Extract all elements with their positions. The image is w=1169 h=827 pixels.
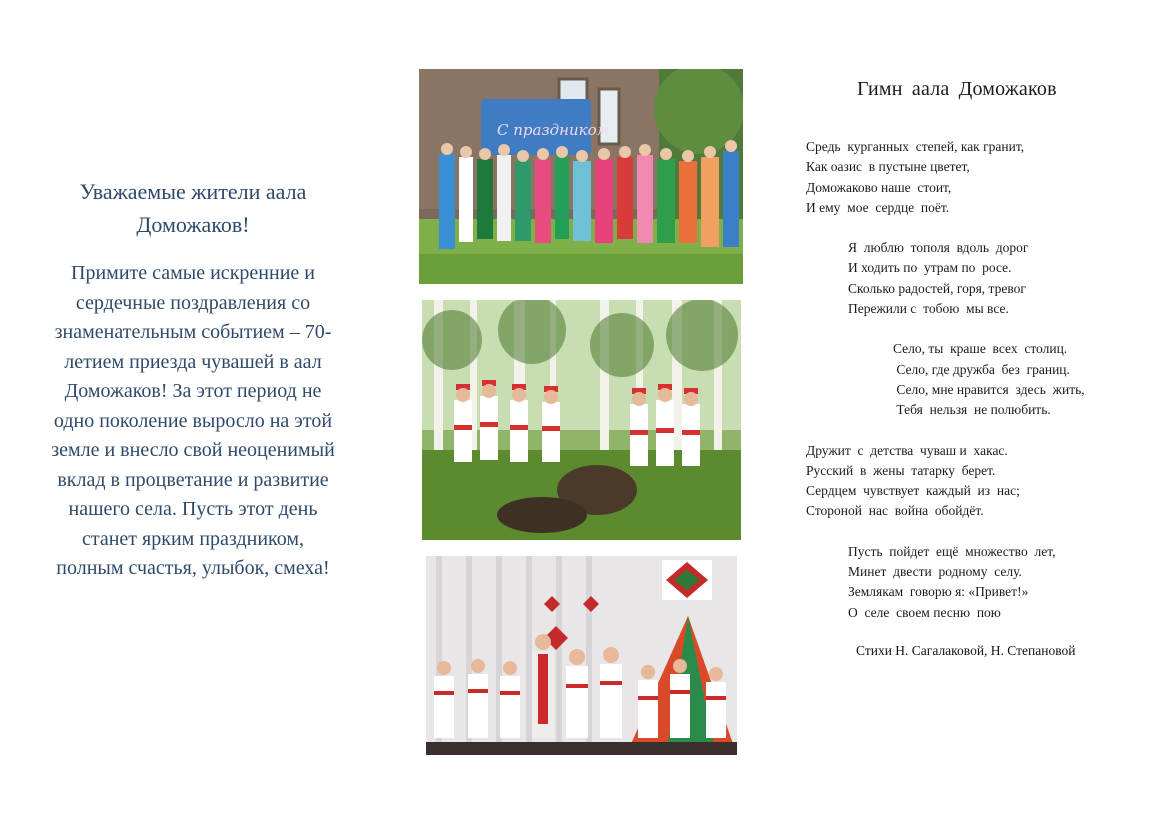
anthem-line: О селе своем песню пою xyxy=(848,604,1001,620)
photo-group-outdoor xyxy=(419,69,743,284)
anthem-line: И ему мое сердце поёт. xyxy=(806,199,950,215)
anthem-stanza-4 xyxy=(848,542,1146,623)
greeting-line: знаменательным событием – 70- xyxy=(54,321,332,343)
greeting-line: нашего села. Пусть этот день xyxy=(68,498,318,520)
anthem-stanza-2 xyxy=(848,238,1146,319)
anthem-author: Стихи Н. Сагалаковой, Н. Степановой xyxy=(856,642,1076,658)
anthem-line: Средь курганных степей, как гранит, xyxy=(806,139,1025,154)
photo-dancers-birch xyxy=(422,300,741,540)
greeting-title-line1: Уважаемые жители аала xyxy=(79,179,307,204)
banner-text: С праздником xyxy=(497,121,610,139)
anthem-line: Русский в жены татарку берет. xyxy=(806,462,996,478)
anthem-line: Как оазис в пустыне цветет, xyxy=(806,159,970,175)
anthem-line: Стороной нас война обойдёт. xyxy=(806,503,984,519)
greeting-body xyxy=(28,259,358,584)
anthem-stanza-3 xyxy=(806,441,1146,522)
greeting-line: полным счастья, улыбок, смеха! xyxy=(56,557,330,579)
anthem-line: Я люблю тополя вдоль дорог xyxy=(848,240,1029,256)
anthem-title: Гимн аала Доможаков xyxy=(857,78,1057,100)
photo-stage-performance xyxy=(426,556,737,755)
greeting-line: земле и внесло свой неоценимый xyxy=(51,439,335,461)
anthem-line: Сколько радостей, горя, тревог xyxy=(848,280,1026,296)
anthem-stanza-refrain xyxy=(893,339,1146,420)
anthem-stanza-1 xyxy=(806,137,1146,218)
anthem-line: Землякам говорю я: «Привет!» xyxy=(848,584,1029,600)
greeting-line: одно поколение выросло на этой xyxy=(53,409,333,432)
greeting-line: станет ярким праздником, xyxy=(81,527,304,550)
anthem-line: Пережили с тобою мы все. xyxy=(848,301,1009,317)
greeting-line: Примите самые искренние и xyxy=(71,262,315,284)
greeting-title-line2: Доможаков! xyxy=(136,212,250,237)
anthem-line: Село, ты краше всех столиц. xyxy=(893,341,1068,357)
anthem-line: Село, где дружба без границ. xyxy=(893,361,1070,377)
greeting-title xyxy=(28,175,358,241)
greeting-line: летием приезда чувашей в аал xyxy=(64,350,322,373)
anthem-line: Тебя нельзя не полюбить. xyxy=(893,402,1051,418)
anthem-line: Доможаково наше стоит, xyxy=(806,179,952,195)
greeting-block xyxy=(28,175,358,584)
anthem-line: Дружит с детства чуваш и хакас. xyxy=(806,442,1008,458)
anthem-line: Пусть пойдет ещё множество лет, xyxy=(848,543,1056,559)
anthem-block xyxy=(806,78,1146,659)
anthem-line: И ходить по утрам по росе. xyxy=(848,260,1012,276)
greeting-line: Доможаков! За этот период не xyxy=(64,380,322,402)
anthem-line: Минет двести родному селу. xyxy=(848,564,1022,580)
greeting-line: вклад в процветание и развитие xyxy=(57,468,329,491)
anthem-line: Село, мне нравится здесь жить, xyxy=(893,381,1085,397)
anthem-line: Сердцем чувствует каждый из нас; xyxy=(806,483,1020,499)
greeting-line: сердечные поздравления со xyxy=(75,291,311,314)
